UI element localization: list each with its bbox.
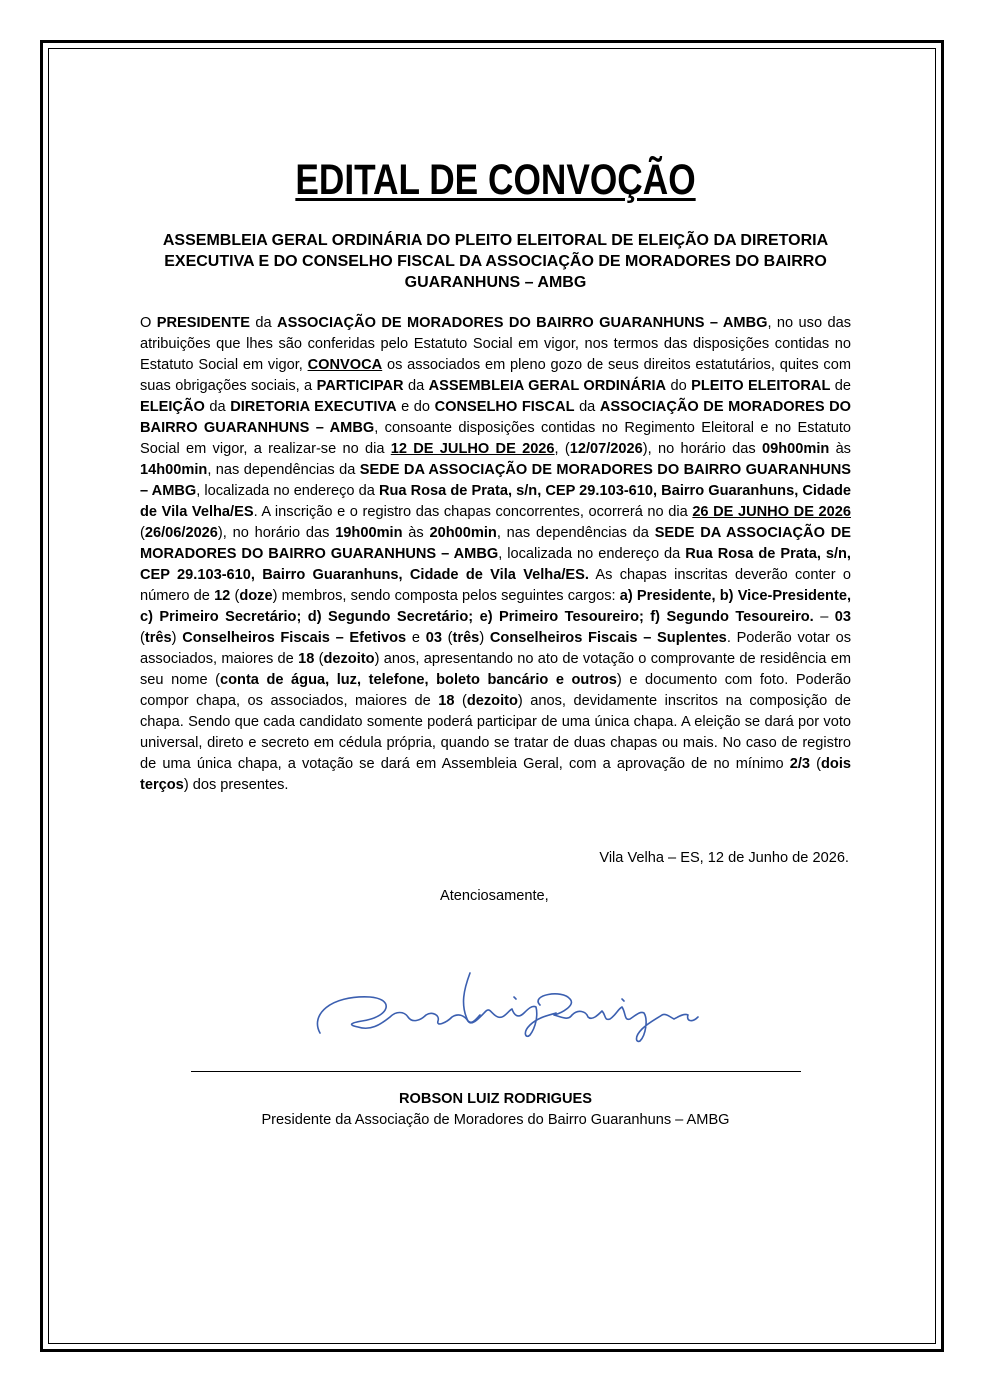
body-segment: , nas dependências da <box>207 462 360 478</box>
body-segment: 12/07/2026 <box>569 441 643 457</box>
body-segment: PARTICIPAR <box>316 378 404 394</box>
body-segment: da <box>250 315 278 331</box>
body-segment: Conselheiros Fiscais – Suplentes <box>489 630 727 646</box>
body-segment: 03 <box>834 609 852 625</box>
body-segment: ( <box>454 693 467 709</box>
body-segment: ) anos, devidamente inscritos na composição de chapa. Sendo que cada candidato somente poderá participar de uma única chapa. A eleição se dará por voto universal, direto e secreto em cédula própria, quando se tratar de duas chapas ou mais. No caso de registro de uma única chapa, a votação se dará em Assembleia Geral, com a aprovação de no mínimo <box>140 693 851 772</box>
document-title: EDITAL DE CONVOÇÃO <box>295 156 696 204</box>
body-segment: ( <box>230 588 240 604</box>
body-segment: As chapas inscritas deverão conter o número de <box>140 567 851 604</box>
body-segment: dois terços <box>140 756 851 793</box>
body-segment: 12 <box>214 588 231 604</box>
body-segment: às <box>829 441 851 457</box>
body-segment: 26 DE JUNHO DE 2026 <box>692 504 851 520</box>
closing-salutation: Atenciosamente, <box>440 888 549 904</box>
body-segment: SEDE DA ASSOCIAÇÃO DE MORADORES DO BAIRRO GUARANHUNS – AMBG <box>140 462 852 499</box>
body-segment: ), no horário das <box>642 441 762 457</box>
body-segment: , ( <box>554 441 570 457</box>
body-segment: ASSOCIAÇÃO DE MORADORES DO BAIRRO GUARANHUNS – AMBG <box>140 399 852 436</box>
body-segment: 12 DE JULHO DE 2026 <box>390 441 555 457</box>
body-segment: O <box>140 315 157 331</box>
body-segment: os associados em pleno gozo de seus direitos estatutários, quites com suas obrigações sociais, a <box>140 357 851 394</box>
body-segment: CONSELHO FISCAL <box>434 399 575 415</box>
body-segment: Rua Rosa de Prata, s/n, CEP 29.103-610, Bairro Guaranhuns, Cidade de Vila Velha/ES. <box>140 546 851 583</box>
body-segment: três <box>144 630 172 646</box>
body-segment: de <box>830 378 852 394</box>
body-segment: dezoito <box>323 651 375 667</box>
body-segment: 26/06/2026 <box>144 525 218 541</box>
body-segment: ELEIÇÃO <box>140 399 205 415</box>
body-segment: , no uso das atribuições que lhes são conferidas pelo Estatuto Social em vigor, nos termos das disposições contidas no Estatuto Social em vigor, <box>140 315 852 373</box>
body-segment: às <box>402 525 430 541</box>
document-subtitle: ASSEMBLEIA GERAL ORDINÁRIA DO PLEITO ELEITORAL DE ELEIÇÃO DA DIRETORIA EXECUTIVA E DO CONSELHO FISCAL DA ASSOCIAÇÃO DE MORADORES DO BAIRRO GUARANHUNS – AMBG <box>162 232 829 291</box>
body-segment: , nas dependências da <box>496 525 655 541</box>
body-segment: . Poderão votar os associados, maiores de <box>140 630 852 667</box>
body-segment: da <box>574 399 600 415</box>
body-segment: ( <box>441 630 453 646</box>
body-segment: SEDE DA ASSOCIAÇÃO DE MORADORES DO BAIRRO GUARANHUNS – AMBG <box>140 525 851 562</box>
body-segment: dezoito <box>466 693 518 709</box>
body-segment: da <box>403 378 429 394</box>
body-segment: 09h00min <box>761 441 830 457</box>
body-segment: ) anos, apresentando no ato de votação o comprovante de residência em seu nome ( <box>140 651 851 688</box>
document-body <box>140 313 851 796</box>
body-segment: ) <box>479 630 490 646</box>
body-segment: ) dos presentes. <box>183 777 289 793</box>
body-segment: 2/3 <box>789 756 811 772</box>
body-segment: ( <box>810 756 821 772</box>
body-segment: e do <box>396 399 435 415</box>
signature-line <box>191 1071 801 1072</box>
body-segment: 18 <box>298 651 315 667</box>
body-segment: – <box>813 609 835 625</box>
body-segment: , consoante disposições contidas no Regimento Eleitoral e no Estatuto Social em vigor, a realizar-se no dia <box>140 420 851 457</box>
body-segment: ) e documento com foto. Poderão compor chapa, os associados, maiores de <box>140 672 851 709</box>
body-segment: ASSOCIAÇÃO DE MORADORES DO BAIRRO GUARANHUNS – AMBG <box>277 315 768 331</box>
handwritten-signature <box>300 955 720 1050</box>
body-segment: Rua Rosa de Prata, s/n, CEP 29.103-610, Bairro Guaranhuns, Cidade de Vila Velha/ES <box>140 483 851 520</box>
body-segment: 20h00min <box>429 525 497 541</box>
signer-role: Presidente da Associação de Moradores do Bairro Guaranhuns – AMBG <box>261 1112 730 1128</box>
body-segment: da <box>204 399 231 415</box>
body-segment: , localizada no endereço da <box>498 546 686 562</box>
body-segment: conta de água, luz, telefone, boleto bancário e outros <box>220 672 617 688</box>
body-segment: , localizada no endereço da <box>196 483 379 499</box>
body-segment: ) <box>171 630 183 646</box>
body-segment: 03 <box>425 630 442 646</box>
body-segment: ), no horário das <box>217 525 336 541</box>
body-segment: ASSEMBLEIA GERAL ORDINÁRIA <box>428 378 667 394</box>
body-segment: ( <box>314 651 324 667</box>
body-segment: Conselheiros Fiscais – Efetivos <box>182 630 407 646</box>
body-segment: PRESIDENTE <box>156 315 251 331</box>
body-segment: 14h00min <box>140 462 208 478</box>
body-segment: CONVOCA <box>307 357 383 373</box>
body-segment: . A inscrição e o registro das chapas concorrentes, ocorrerá no dia <box>253 504 693 520</box>
body-segment: do <box>666 378 692 394</box>
body-segment: a) Presidente, b) Vice-Presidente, c) Primeiro Secretário; d) Segundo Secretário; e) Primeiro Tesoureiro; f) Segundo Tesoureiro. <box>140 588 851 625</box>
body-segment: ( <box>140 630 145 646</box>
body-segment: e <box>406 630 426 646</box>
signer-name: ROBSON LUIZ RODRIGUES <box>399 1091 592 1107</box>
body-segment: ) membros, sendo composta pelos seguintes cargos: <box>272 588 620 604</box>
body-segment: PLEITO ELEITORAL <box>691 378 831 394</box>
body-segment: doze <box>239 588 273 604</box>
place-date: Vila Velha – ES, 12 de Junho de 2026. <box>599 850 849 866</box>
body-segment: três <box>452 630 480 646</box>
body-segment: 18 <box>438 693 455 709</box>
body-segment: ( <box>140 525 145 541</box>
body-segment: 19h00min <box>335 525 403 541</box>
body-segment: DIRETORIA EXECUTIVA <box>230 399 397 415</box>
